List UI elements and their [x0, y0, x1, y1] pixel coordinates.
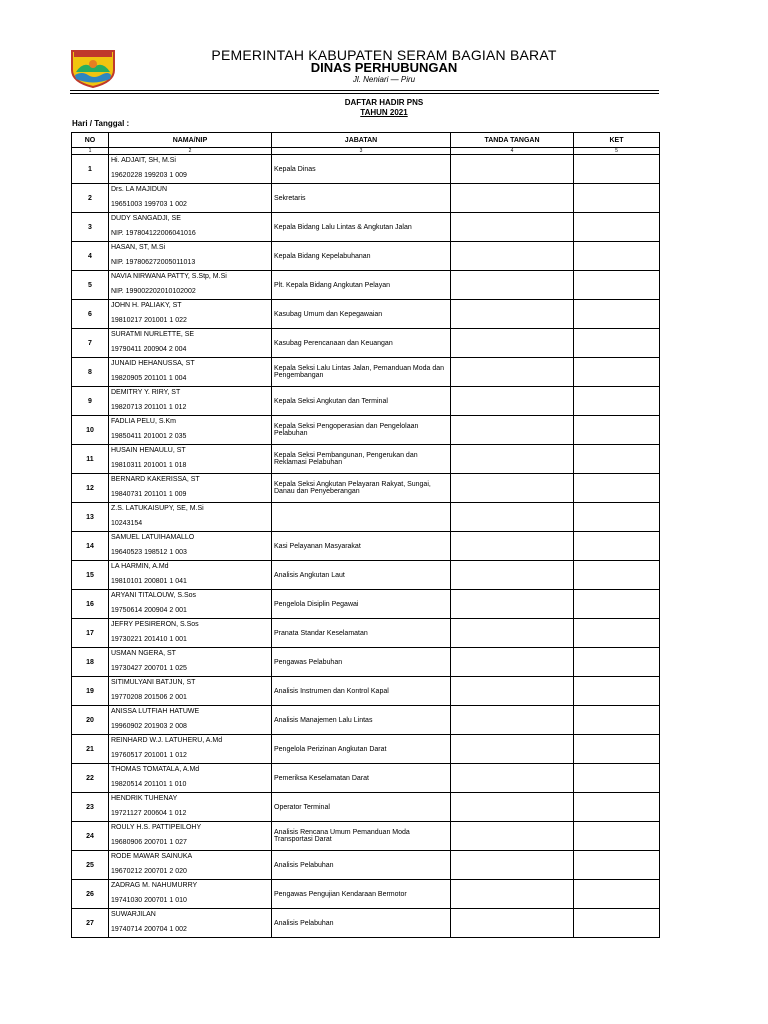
employee-nip: 19840731 201101 1 009: [111, 491, 187, 498]
table-row: [72, 271, 660, 300]
signature-cell[interactable]: [451, 909, 574, 938]
signature-cell[interactable]: [451, 561, 574, 590]
signature-cell[interactable]: [451, 329, 574, 358]
employee-cell: [109, 822, 272, 851]
employee-position: Kepala Seksi Pengoperasian dan Pengelolaan Pelabuhan: [272, 416, 451, 445]
employee-nip: 19730221 201410 1 001: [111, 636, 187, 643]
employee-position: Analisis Instrumen dan Kontrol Kapal: [272, 677, 451, 706]
employee-name: SAMUEL LATUIHAMALLO: [111, 534, 195, 541]
remarks-cell[interactable]: [574, 416, 660, 445]
row-number: 6: [72, 300, 109, 329]
employee-position: Kepala Bidang Kepelabuhanan: [272, 242, 451, 271]
employee-nip: 19790411 200904 2 004: [111, 346, 187, 353]
row-number: 8: [72, 358, 109, 387]
employee-cell: [109, 793, 272, 822]
employee-cell: [109, 358, 272, 387]
employee-name: ROULY H.S. PATTIPEILOHY: [111, 824, 202, 831]
table-row: [72, 300, 660, 329]
table-row: [72, 561, 660, 590]
remarks-cell[interactable]: [574, 793, 660, 822]
remarks-cell[interactable]: [574, 880, 660, 909]
remarks-cell[interactable]: [574, 358, 660, 387]
employee-name: SUWARJILAN: [111, 911, 156, 918]
signature-cell[interactable]: [451, 590, 574, 619]
signature-cell[interactable]: [451, 648, 574, 677]
employee-cell: [109, 735, 272, 764]
row-number: 13: [72, 503, 109, 532]
employee-name: JUNAID HEHANUSSA, ST: [111, 360, 195, 367]
remarks-cell[interactable]: [574, 909, 660, 938]
employee-cell: [109, 648, 272, 677]
row-number: 18: [72, 648, 109, 677]
remarks-cell[interactable]: [574, 503, 660, 532]
signature-cell[interactable]: [451, 706, 574, 735]
employee-name: Drs. LA MAJIDUN: [111, 186, 168, 193]
employee-nip: 19680906 200701 1 027: [111, 839, 187, 846]
row-number: 16: [72, 590, 109, 619]
employee-position: Kepala Seksi Angkutan dan Terminal: [272, 387, 451, 416]
employee-position: Pemeriksa Keselamatan Darat: [272, 764, 451, 793]
col-index: 2: [109, 148, 272, 155]
remarks-cell[interactable]: [574, 764, 660, 793]
employee-nip: 19810311 201001 1 018: [111, 462, 187, 469]
employee-nip: 19730427 200701 1 025: [111, 665, 187, 672]
table-row: [72, 648, 660, 677]
remarks-cell[interactable]: [574, 387, 660, 416]
table-row: [72, 590, 660, 619]
employee-nip: 19850411 201001 2 035: [111, 433, 187, 440]
row-number: 4: [72, 242, 109, 271]
employee-cell: [109, 909, 272, 938]
employee-position: Pengelola Perizinan Angkutan Darat: [272, 735, 451, 764]
row-number: 27: [72, 909, 109, 938]
employee-name: SITIMULYANI BATJUN, ST: [111, 679, 196, 686]
employee-position: Kasi Pelayanan Masyarakat: [272, 532, 451, 561]
employee-name: NAVIA NIRWANA PATTY, S.Stp, M.Si: [111, 273, 227, 280]
employee-cell: [109, 851, 272, 880]
employee-nip: 19721127 200604 1 012: [111, 810, 187, 817]
employee-nip: 19820514 201101 1 010: [111, 781, 187, 788]
remarks-cell[interactable]: [574, 648, 660, 677]
employee-nip: 19740714 200704 1 002: [111, 926, 187, 933]
table-row: [72, 329, 660, 358]
employee-cell: [109, 213, 272, 242]
employee-position: Kepala Bidang Lalu Lintas & Angkutan Jalan: [272, 213, 451, 242]
employee-cell: [109, 271, 272, 300]
remarks-cell[interactable]: [574, 706, 660, 735]
employee-nip: 19770208 201506 2 001: [111, 694, 187, 701]
employee-cell: [109, 677, 272, 706]
employee-nip: 19651003 199703 1 002: [111, 201, 187, 208]
employee-cell: [109, 387, 272, 416]
date-label: Hari / Tanggal :: [72, 119, 130, 128]
row-number: 3: [72, 213, 109, 242]
employee-position: Kepala Seksi Lalu Lintas Jalan, Pemanduan Moda dan Pengembangan: [272, 358, 451, 387]
row-number: 14: [72, 532, 109, 561]
row-number: 1: [72, 155, 109, 184]
row-number: 24: [72, 822, 109, 851]
table-row: [72, 619, 660, 648]
remarks-cell[interactable]: [574, 822, 660, 851]
employee-cell: [109, 503, 272, 532]
signature-cell[interactable]: [451, 184, 574, 213]
employee-name: HENDRIK TUHENAY: [111, 795, 178, 802]
employee-position: Operator Terminal: [272, 793, 451, 822]
remarks-cell[interactable]: [574, 300, 660, 329]
row-number: 2: [72, 184, 109, 213]
document-year: TAHUN 2021: [360, 108, 408, 117]
employee-cell: [109, 155, 272, 184]
employee-nip: 19760517 201001 1 012: [111, 752, 187, 759]
signature-cell[interactable]: [451, 387, 574, 416]
table-row: [72, 793, 660, 822]
remarks-cell[interactable]: [574, 213, 660, 242]
employee-nip: NIP. 197804122006041016: [111, 230, 196, 237]
signature-cell[interactable]: [451, 793, 574, 822]
table-row: [72, 445, 660, 474]
row-number: 11: [72, 445, 109, 474]
agency-address: Jl. Neniari — Piru: [352, 75, 416, 84]
employee-name: ZADRAG M. NAHUMURRY: [111, 882, 198, 889]
employee-name: HASAN, ST, M.Si: [111, 244, 166, 251]
employee-cell: [109, 880, 272, 909]
row-number: 22: [72, 764, 109, 793]
attendance-table: [71, 132, 660, 938]
employee-name: REINHARD W.J. LATUHERU, A.Md: [111, 737, 223, 744]
employee-nip: 10243154: [111, 520, 143, 527]
signature-cell[interactable]: [451, 619, 574, 648]
header-rule: [70, 90, 659, 91]
remarks-cell[interactable]: [574, 851, 660, 880]
government-name: PEMERINTAH KABUPATEN SERAM BAGIAN BARAT: [211, 47, 557, 63]
signature-cell[interactable]: [451, 271, 574, 300]
table-row: [72, 735, 660, 764]
table-row: [72, 706, 660, 735]
table-row: [72, 822, 660, 851]
remarks-cell[interactable]: [574, 619, 660, 648]
employee-name: SURATMI NURLETTE, SE: [111, 331, 195, 338]
employee-position: Analisis Angkutan Laut: [272, 561, 451, 590]
employee-cell: [109, 300, 272, 329]
employee-name: BERNARD KAKERISSA, ST: [111, 476, 200, 483]
employee-name: ARYANI TITALOUW, S.Sos: [111, 592, 197, 599]
row-number: 17: [72, 619, 109, 648]
row-number: 23: [72, 793, 109, 822]
employee-name: FADLIA PELU, S.Km: [111, 418, 176, 425]
table-row: [72, 474, 660, 503]
signature-cell[interactable]: [451, 213, 574, 242]
signature-cell[interactable]: [451, 242, 574, 271]
table-row: [72, 880, 660, 909]
employee-nip: 19810101 200801 1 041: [111, 578, 187, 585]
document-title: DAFTAR HADIR PNS: [344, 98, 424, 107]
remarks-cell[interactable]: [574, 735, 660, 764]
table-row: [72, 184, 660, 213]
employee-nip: 19820905 201101 1 004: [111, 375, 187, 382]
signature-cell[interactable]: [451, 677, 574, 706]
remarks-cell[interactable]: [574, 155, 660, 184]
employee-position: Analisis Pelabuhan: [272, 909, 451, 938]
table-row: [72, 677, 660, 706]
employee-cell: [109, 619, 272, 648]
row-number: 12: [72, 474, 109, 503]
remarks-cell[interactable]: [574, 242, 660, 271]
signature-cell[interactable]: [451, 822, 574, 851]
employee-name: HUSAIN HENAULU, ST: [111, 447, 186, 454]
remarks-cell[interactable]: [574, 474, 660, 503]
employee-name: USMAN NGERA, ST: [111, 650, 176, 657]
table-row: [72, 387, 660, 416]
table-row: [72, 416, 660, 445]
employee-nip: 19750614 200904 2 001: [111, 607, 187, 614]
agency-name: DINAS PERHUBUNGAN: [310, 60, 458, 75]
table-row: [72, 358, 660, 387]
remarks-cell[interactable]: [574, 677, 660, 706]
remarks-cell[interactable]: [574, 445, 660, 474]
employee-position: Kasubag Umum dan Kepegawaian: [272, 300, 451, 329]
col-header-remarks: KET: [574, 133, 660, 148]
col-header-signature: TANDA TANGAN: [451, 133, 574, 148]
employee-nip: 19640523 198512 1 003: [111, 549, 187, 556]
row-number: 26: [72, 880, 109, 909]
header-rule-thin: [70, 93, 659, 94]
employee-position: Sekretaris: [272, 184, 451, 213]
employee-name: RODE MAWAR SAINUKA: [111, 853, 193, 860]
col-header-name: NAMA/NIP: [109, 133, 272, 148]
employee-name: Z.S. LATUKAISUPY, SE, M.Si: [111, 505, 204, 512]
employee-position: Kepala Dinas: [272, 155, 451, 184]
col-index: 4: [451, 148, 574, 155]
signature-cell[interactable]: [451, 416, 574, 445]
row-number: 15: [72, 561, 109, 590]
employee-name: LA HARMIN, A.Md: [111, 563, 169, 570]
employee-cell: [109, 184, 272, 213]
employee-position: Pranata Standar Keselamatan: [272, 619, 451, 648]
row-number: 25: [72, 851, 109, 880]
employee-position: Pengelola Disiplin Pegawai: [272, 590, 451, 619]
employee-cell: [109, 445, 272, 474]
employee-cell: [109, 532, 272, 561]
employee-cell: [109, 416, 272, 445]
signature-cell[interactable]: [451, 880, 574, 909]
employee-position: Analisis Rencana Umum Pemanduan Moda Transportasi Darat: [272, 822, 451, 851]
remarks-cell[interactable]: [574, 561, 660, 590]
table-row: [72, 155, 660, 184]
signature-cell[interactable]: [451, 155, 574, 184]
employee-position: Pengawas Pelabuhan: [272, 648, 451, 677]
remarks-cell[interactable]: [574, 590, 660, 619]
col-header-no: NO: [72, 133, 109, 148]
signature-cell[interactable]: [451, 300, 574, 329]
table-row: [72, 909, 660, 938]
row-number: 19: [72, 677, 109, 706]
signature-cell[interactable]: [451, 474, 574, 503]
employee-nip: 19670212 200701 2 020: [111, 868, 187, 875]
row-number: 5: [72, 271, 109, 300]
employee-nip: 19820713 201101 1 012: [111, 404, 187, 411]
employee-name: DEMITRY Y. RIRY, ST: [111, 389, 181, 396]
signature-cell[interactable]: [451, 503, 574, 532]
signature-cell[interactable]: [451, 358, 574, 387]
employee-position: Kepala Seksi Pembangunan, Pengerukan dan Reklamasi Pelabuhan: [272, 445, 451, 474]
table-row: [72, 532, 660, 561]
employee-nip: NIP. 197806272005011013: [111, 259, 196, 266]
employee-position: Analisis Pelabuhan: [272, 851, 451, 880]
employee-position: Pengawas Pengujian Kendaraan Bermotor: [272, 880, 451, 909]
employee-name: Hi. ADJAIT, SH, M.Si: [111, 157, 176, 164]
employee-cell: [109, 706, 272, 735]
col-index: 5: [574, 148, 660, 155]
employee-cell: [109, 764, 272, 793]
signature-cell[interactable]: [451, 735, 574, 764]
signature-cell[interactable]: [451, 445, 574, 474]
row-number: 9: [72, 387, 109, 416]
row-number: 20: [72, 706, 109, 735]
employee-position: Kepala Seksi Angkutan Pelayaran Rakyat, Sungai, Danau dan Penyeberangan: [272, 474, 451, 503]
remarks-cell[interactable]: [574, 532, 660, 561]
employee-cell: [109, 590, 272, 619]
employee-position: Kasubag Perencanaan dan Keuangan: [272, 329, 451, 358]
col-index: 1: [72, 148, 109, 155]
employee-cell: [109, 329, 272, 358]
table-row: [72, 213, 660, 242]
employee-position: Analisis Manajemen Lalu Lintas: [272, 706, 451, 735]
employee-cell: [109, 474, 272, 503]
employee-nip: NIP. 199002202010102002: [111, 288, 196, 295]
table-row: [72, 242, 660, 271]
row-number: 10: [72, 416, 109, 445]
col-header-position: JABATAN: [272, 133, 451, 148]
employee-name: ANISSA LUTFIAH HATUWE: [111, 708, 200, 715]
signature-cell[interactable]: [451, 764, 574, 793]
employee-nip: 19741030 200701 1 010: [111, 897, 187, 904]
remarks-cell[interactable]: [574, 329, 660, 358]
employee-name: THOMAS TOMATALA, A.Md: [111, 766, 200, 773]
signature-cell[interactable]: [451, 851, 574, 880]
table-row: [72, 851, 660, 880]
employee-nip: 19810217 201001 1 022: [111, 317, 187, 324]
signature-cell[interactable]: [451, 532, 574, 561]
employee-cell: [109, 242, 272, 271]
employee-name: JOHN H. PALIAKY, ST: [111, 302, 182, 309]
employee-name: DUDY SANGADJI, SE: [111, 215, 181, 222]
employee-cell: [109, 561, 272, 590]
row-number: 21: [72, 735, 109, 764]
employee-position: Plt. Kepala Bidang Angkutan Pelayan: [272, 271, 451, 300]
row-number: 7: [72, 329, 109, 358]
employee-nip: 19620228 199203 1 009: [111, 172, 187, 179]
employee-nip: 19960902 201903 2 008: [111, 723, 187, 730]
table-row: [72, 764, 660, 793]
col-index: 3: [272, 148, 451, 155]
remarks-cell[interactable]: [574, 271, 660, 300]
table-row: [72, 503, 660, 532]
employee-position: [272, 503, 451, 532]
remarks-cell[interactable]: [574, 184, 660, 213]
employee-name: JEFRY PESIRERON, S.Sos: [111, 621, 199, 628]
